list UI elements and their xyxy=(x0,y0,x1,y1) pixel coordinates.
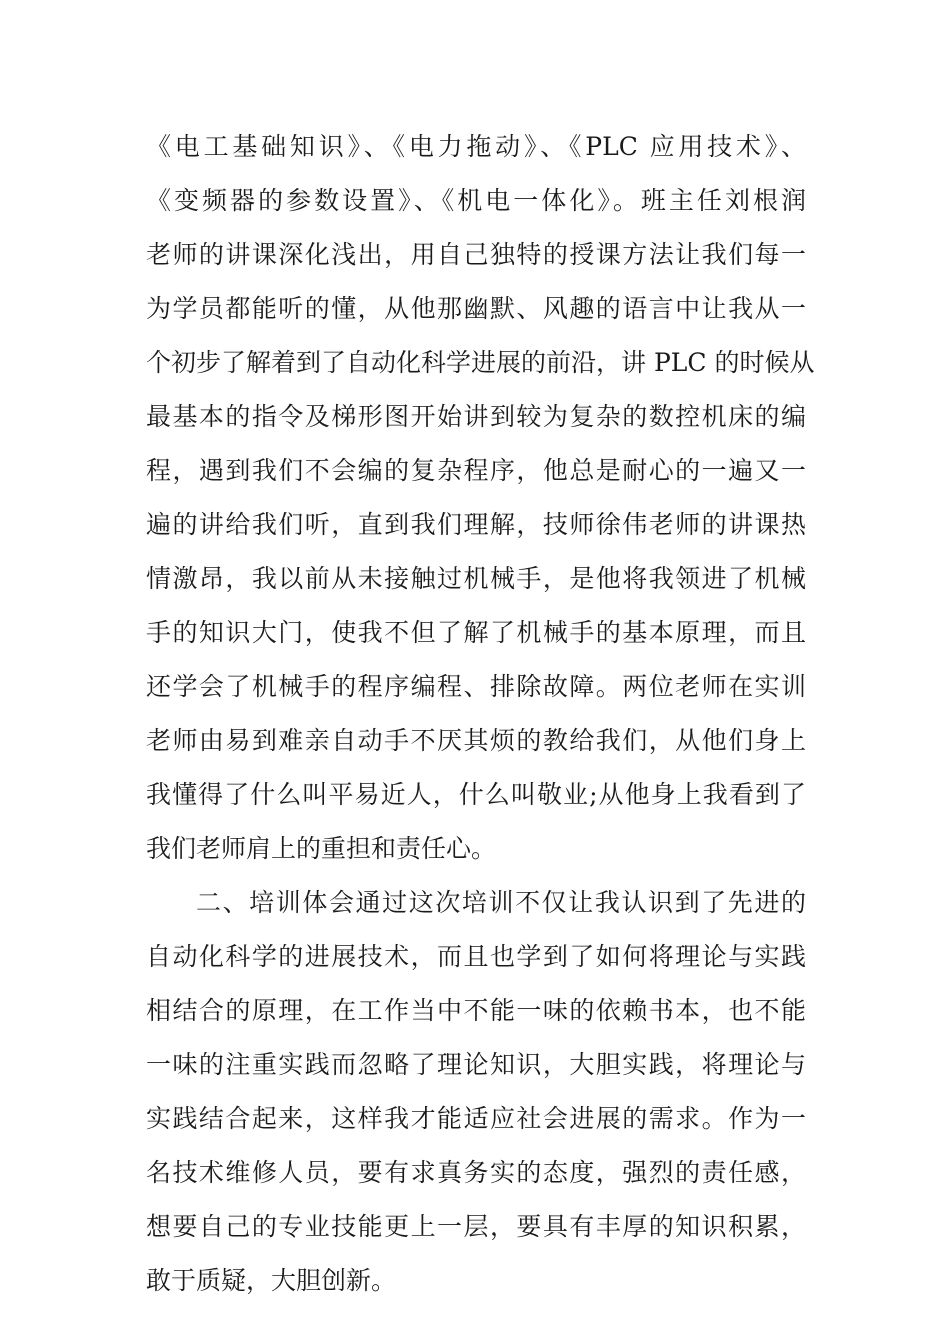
paragraph-line: 一味的注重实践而忽略了理论知识，大胆实践，将理论与 xyxy=(146,1050,806,1079)
paragraph-line: 《变频器的参数设置》、《机电一体化》。班主任刘根润 xyxy=(146,186,806,215)
paragraph-line: 名技术维修人员，要有求真务实的态度，强烈的责任感， xyxy=(146,1158,806,1187)
paragraph-line: 为学员都能听的懂，从他那幽默、风趣的语言中让我从一 xyxy=(146,294,806,323)
paragraph-line: 实践结合起来，这样我才能适应社会进展的需求。作为一 xyxy=(146,1104,806,1133)
paragraph-line: 二、培训体会通过这次培训不仅让我认识到了先进的 xyxy=(196,888,806,917)
paragraph-line: 手的知识大门，使我不但了解了机械手的基本原理，而且 xyxy=(146,618,806,647)
paragraph-line: 想要自己的专业技能更上一层，要具有丰厚的知识积累， xyxy=(146,1212,806,1241)
paragraph-2 xyxy=(146,876,806,1308)
paragraph-line: 老师由易到难亲自动手不厌其烦的教给我们，从他们身上 xyxy=(146,726,806,755)
paragraph-line: 我懂得了什么叫平易近人，什么叫敬业;从他身上我看到了 xyxy=(146,780,806,809)
paragraph-line: 还学会了机械手的程序编程、排除故障。两位老师在实训 xyxy=(146,672,806,701)
paragraph-line: 老师的讲课深化浅出，用自己独特的授课方法让我们每一 xyxy=(146,240,806,269)
paragraph-1 xyxy=(146,120,815,876)
paragraph-line: 《电工基础知识》、《电力拖动》、《PLC 应用技术》、 xyxy=(146,132,806,161)
paragraph-line: 程，遇到我们不会编的复杂程序，他总是耐心的一遍又一 xyxy=(146,456,806,485)
paragraph-line: 相结合的原理，在工作当中不能一味的依赖书本，也不能 xyxy=(146,996,806,1025)
paragraph-line: 个初步了解着到了自动化科学进展的前沿，讲 PLC 的时候从 xyxy=(146,348,815,377)
paragraph-line: 情激昂，我以前从未接触过机械手，是他将我领进了机械 xyxy=(146,564,806,593)
paragraph-line: 敢于质疑，大胆创新。 xyxy=(146,1266,397,1295)
paragraph-line: 我们老师肩上的重担和责任心。 xyxy=(146,834,497,863)
paragraph-line: 自动化科学的进展技术，而且也学到了如何将理论与实践 xyxy=(146,942,806,971)
paragraph-line: 最基本的指令及梯形图开始讲到较为复杂的数控机床的编 xyxy=(146,402,806,431)
paragraph-line: 遍的讲给我们听，直到我们理解，技师徐伟老师的讲课热 xyxy=(146,510,806,539)
